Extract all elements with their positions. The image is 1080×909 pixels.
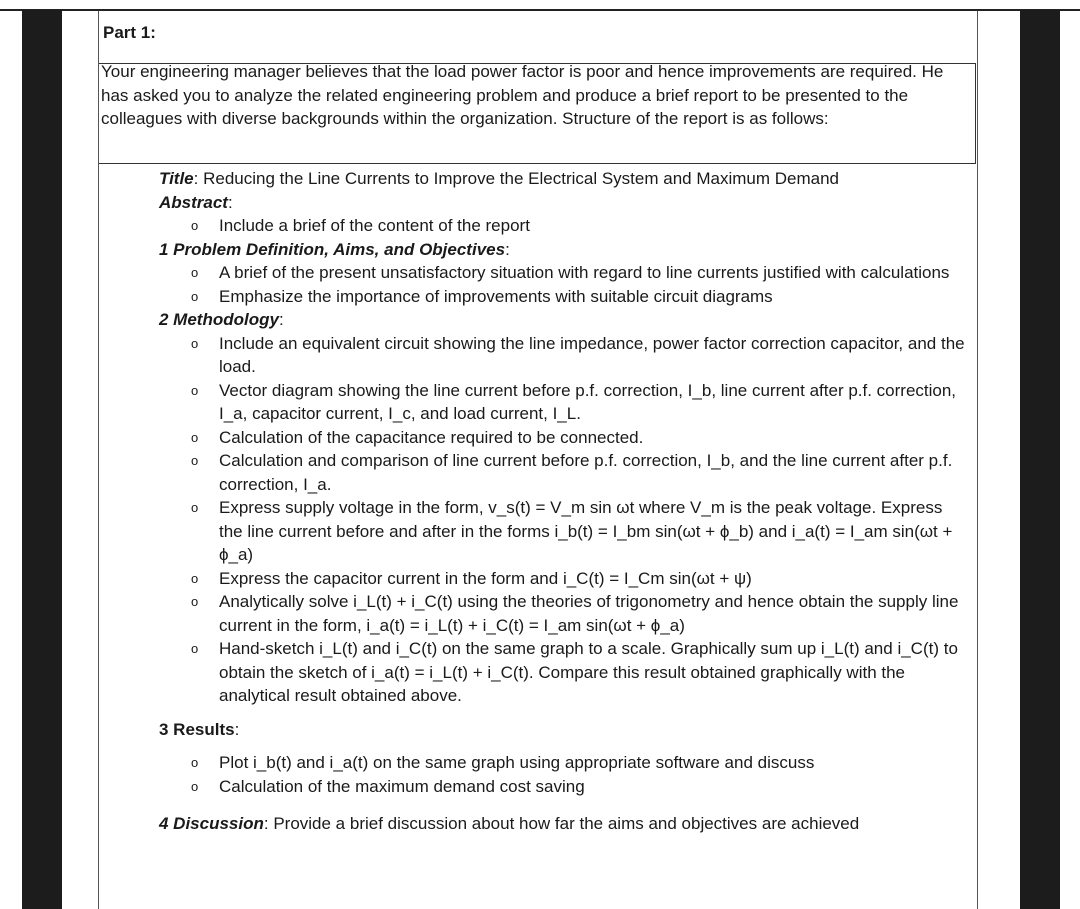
- list-item: o Analytically solve i_L(t) + i_C(t) using the theories of trigonometry and hence obtain the supply line current in the form, i_a(t) = i_L(t) + i_C(t) = I_am sin(ωt + ϕ_a): [191, 592, 959, 635]
- s4-text: : Provide a brief discussion about how far the aims and objectives are achieved: [263, 814, 860, 833]
- title-text: : Reducing the Line Currents to Improve the Electrical System and Maximum Demand: [193, 169, 839, 188]
- list-item: o Include an equivalent circuit showing the line impedance, power factor correction capacitor, and the load.: [191, 333, 965, 376]
- list-item: o Plot i_b(t) and i_a(t) on the same graph using appropriate software and discuss: [159, 751, 969, 775]
- bullet-icon: o: [191, 570, 199, 586]
- section-2-heading: 2 Methodology:: [159, 310, 284, 329]
- bullet-icon: o: [191, 641, 199, 656]
- section-1-list: [159, 261, 969, 308]
- list-item: o Calculation of the maximum demand cost saving: [159, 775, 969, 799]
- list-item: o Vector diagram showing the line current before p.f. correction, I_b, line current after p.f. correction, I_a, capacitor current, I_c, and load current, I_L.: [191, 380, 957, 423]
- bullet-icon: o: [191, 755, 199, 770]
- s3-label: 3 Results: [159, 719, 235, 739]
- bullet-icon: o: [191, 288, 199, 304]
- section-3-heading: 3 Results:: [159, 719, 240, 739]
- s4-label: 4 Discussion: [159, 814, 264, 833]
- bullet-icon: o: [191, 500, 199, 515]
- bullet-icon: o: [191, 335, 199, 351]
- right-dark-margin: [1020, 10, 1060, 909]
- part-title: Part 1:: [103, 23, 156, 42]
- report-title-line: [159, 167, 969, 191]
- report-structure: [159, 167, 969, 836]
- s1-label: 1 Problem Definition, Aims, and Objectives: [159, 239, 506, 259]
- abstract-list: [159, 214, 969, 238]
- list-item: o A brief of the present unsatisfactory situation with regard to line currents justified with calculations: [159, 261, 969, 285]
- list-item: o Express the capacitor current in the form and i_C(t) = I_Cm sin(ωt + ψ): [159, 567, 969, 591]
- s2-label: 2 Methodology: [159, 310, 279, 329]
- bullet-icon: o: [191, 453, 199, 468]
- abstract-label: Abstract: [159, 192, 228, 212]
- section-1-heading: 1 Problem Definition, Aims, and Objectives:: [159, 239, 510, 259]
- bullet-icon: o: [191, 429, 199, 445]
- section-2-list: [159, 332, 969, 708]
- bullet-icon: o: [191, 382, 199, 398]
- section-4-line: [159, 812, 969, 836]
- document-page: [98, 11, 978, 909]
- list-item: o Calculation and comparison of line current before p.f. correction, I_b, and the line current after p.f. correction, I_a.: [191, 451, 953, 494]
- bullet-icon: o: [191, 594, 199, 609]
- list-item: o Hand-sketch i_L(t) and i_C(t) on the same graph to a scale. Graphically sum up i_L(t) and i_C(t) to obtain the sketch of i_a(t) = i_L(t) + i_C(t). Compare this result obtained graphically with the analytical result obtained above.: [191, 639, 958, 705]
- title-label: Title: [159, 169, 194, 188]
- list-item: o Calculation of the capacitance required to be connected.: [159, 426, 969, 450]
- bullet-icon: o: [191, 265, 199, 280]
- abstract-heading: Abstract:: [159, 192, 233, 212]
- left-dark-margin: [22, 10, 62, 909]
- bullet-icon: o: [191, 778, 199, 794]
- section-3-list: [159, 751, 969, 798]
- intro-paragraph: Your engineering manager believes that the load power factor is poor and hence improvements are required. He has asked you to analyze the related engineering problem and produce a brief report to be presented to the colleagues with diverse backgrounds within the organization. Structure of the report is as follows:: [101, 62, 944, 128]
- bullet-icon: o: [191, 218, 199, 233]
- list-item: o Include a brief of the content of the report: [159, 214, 969, 238]
- list-item: o Emphasize the importance of improvements with suitable circuit diagrams: [159, 285, 969, 309]
- list-item: o Express supply voltage in the form, v_s(t) = V_m sin ωt where V_m is the peak voltage. Express the line current before and after in the forms i_b(t) = I_bm sin(ωt + ϕ_b) and i_a(t) = I_am sin(ωt + ϕ_a): [191, 498, 953, 564]
